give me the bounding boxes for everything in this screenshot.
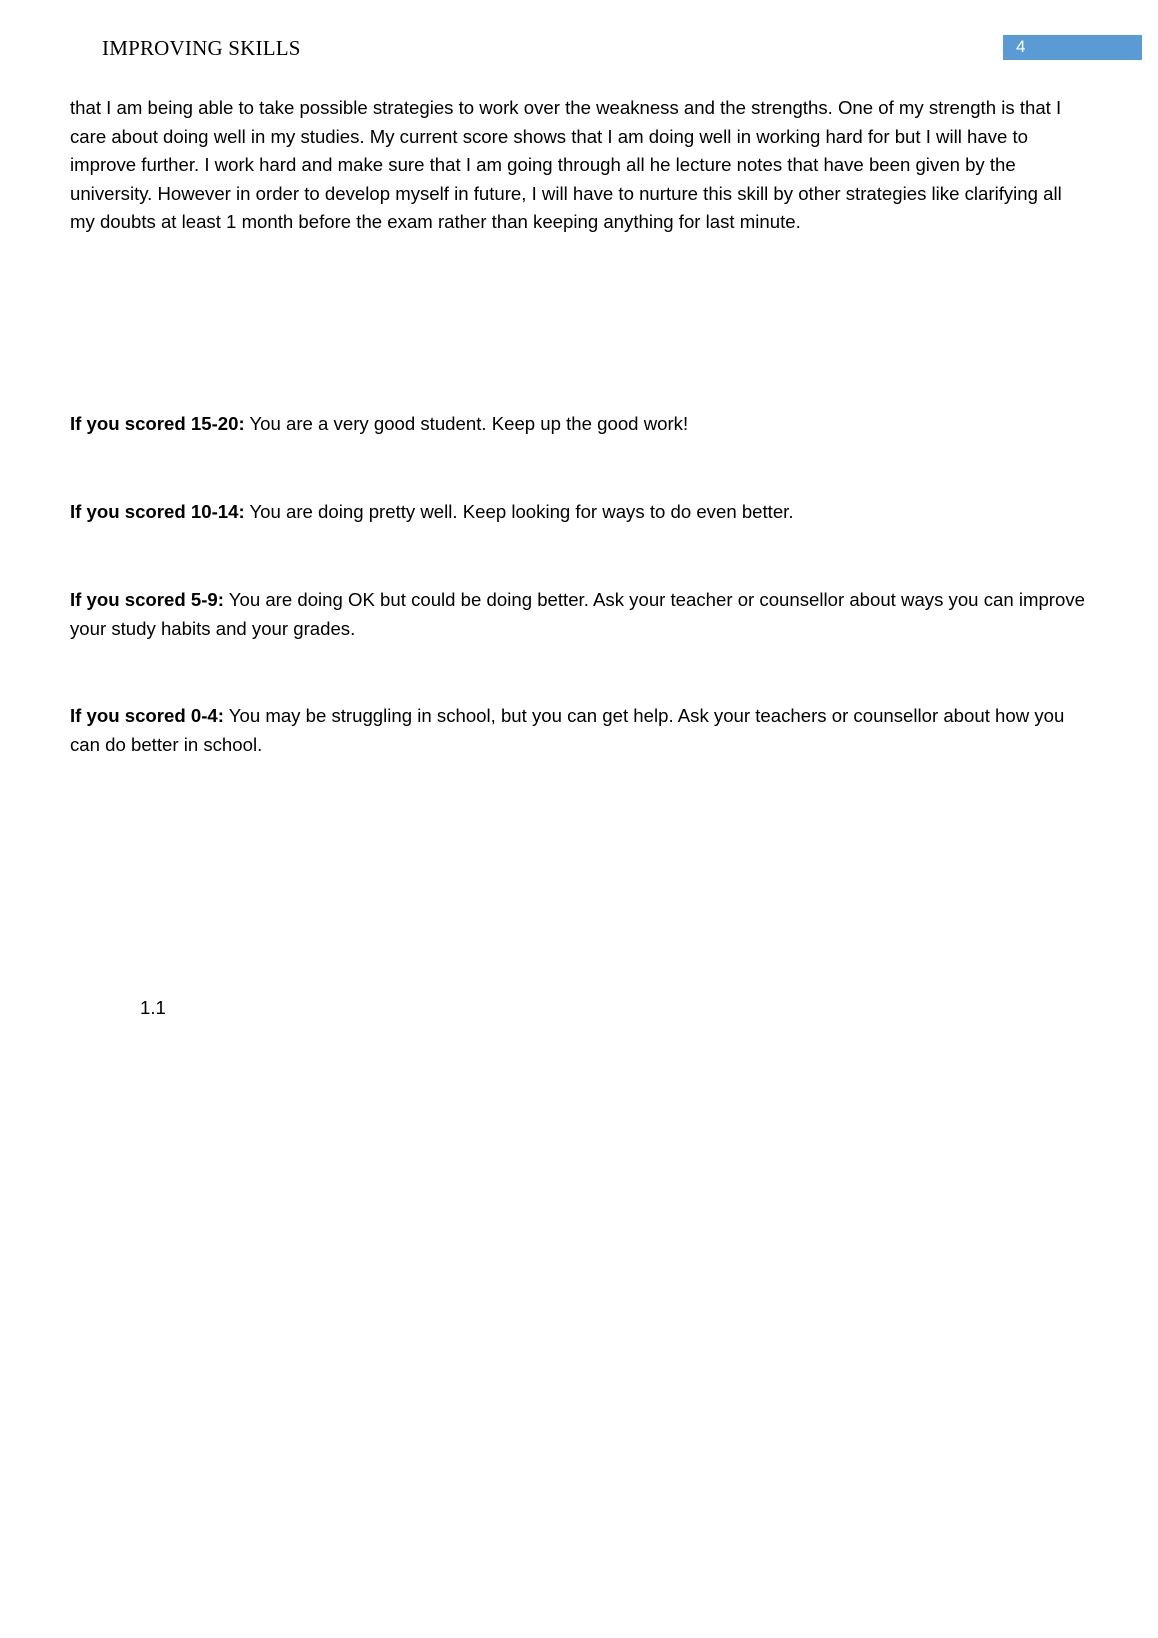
score-band-label: If you scored 15-20:	[70, 413, 245, 434]
score-band-paragraph	[70, 410, 1090, 439]
score-band-paragraph	[70, 586, 1090, 643]
score-band-label: If you scored 10-14:	[70, 501, 245, 522]
page-number: 4	[1016, 37, 1026, 56]
score-band-text: You are doing OK but could be doing better. Ask your teacher or counsellor about ways you can improve your study habits and your grades.	[70, 589, 1085, 639]
score-band-label: If you scored 5-9:	[70, 589, 224, 610]
section-number: 1.1	[140, 997, 166, 1018]
page-number-box	[1003, 35, 1142, 60]
score-band-label: If you scored 0-4:	[70, 705, 224, 726]
score-band-paragraph	[70, 702, 1090, 759]
score-band-text: You are doing pretty well. Keep looking for ways to do even better.	[244, 501, 794, 522]
intro-paragraph: that I am being able to take possible strategies to work over the weakness and the strengths. One of my strength is that I care about doing well in my studies. My current score shows that I am doing well in working hard for but I will have to improve further. I work hard and make sure that I am going through all he lecture notes that have been given by the university. However in order to develop myself in future, I will have to nurture this skill by other strategies like clarifying all my doubts at least 1 month before the exam rather than keeping anything for last minute.	[70, 97, 1062, 232]
running-head: IMPROVING SKILLS	[102, 36, 301, 60]
score-band-text: You are a very good student. Keep up the good work!	[244, 413, 689, 434]
score-band-paragraph	[70, 498, 1090, 527]
score-band-text: You may be struggling in school, but you can get help. Ask your teachers or counsellor about how you can do better in school.	[70, 705, 1065, 755]
